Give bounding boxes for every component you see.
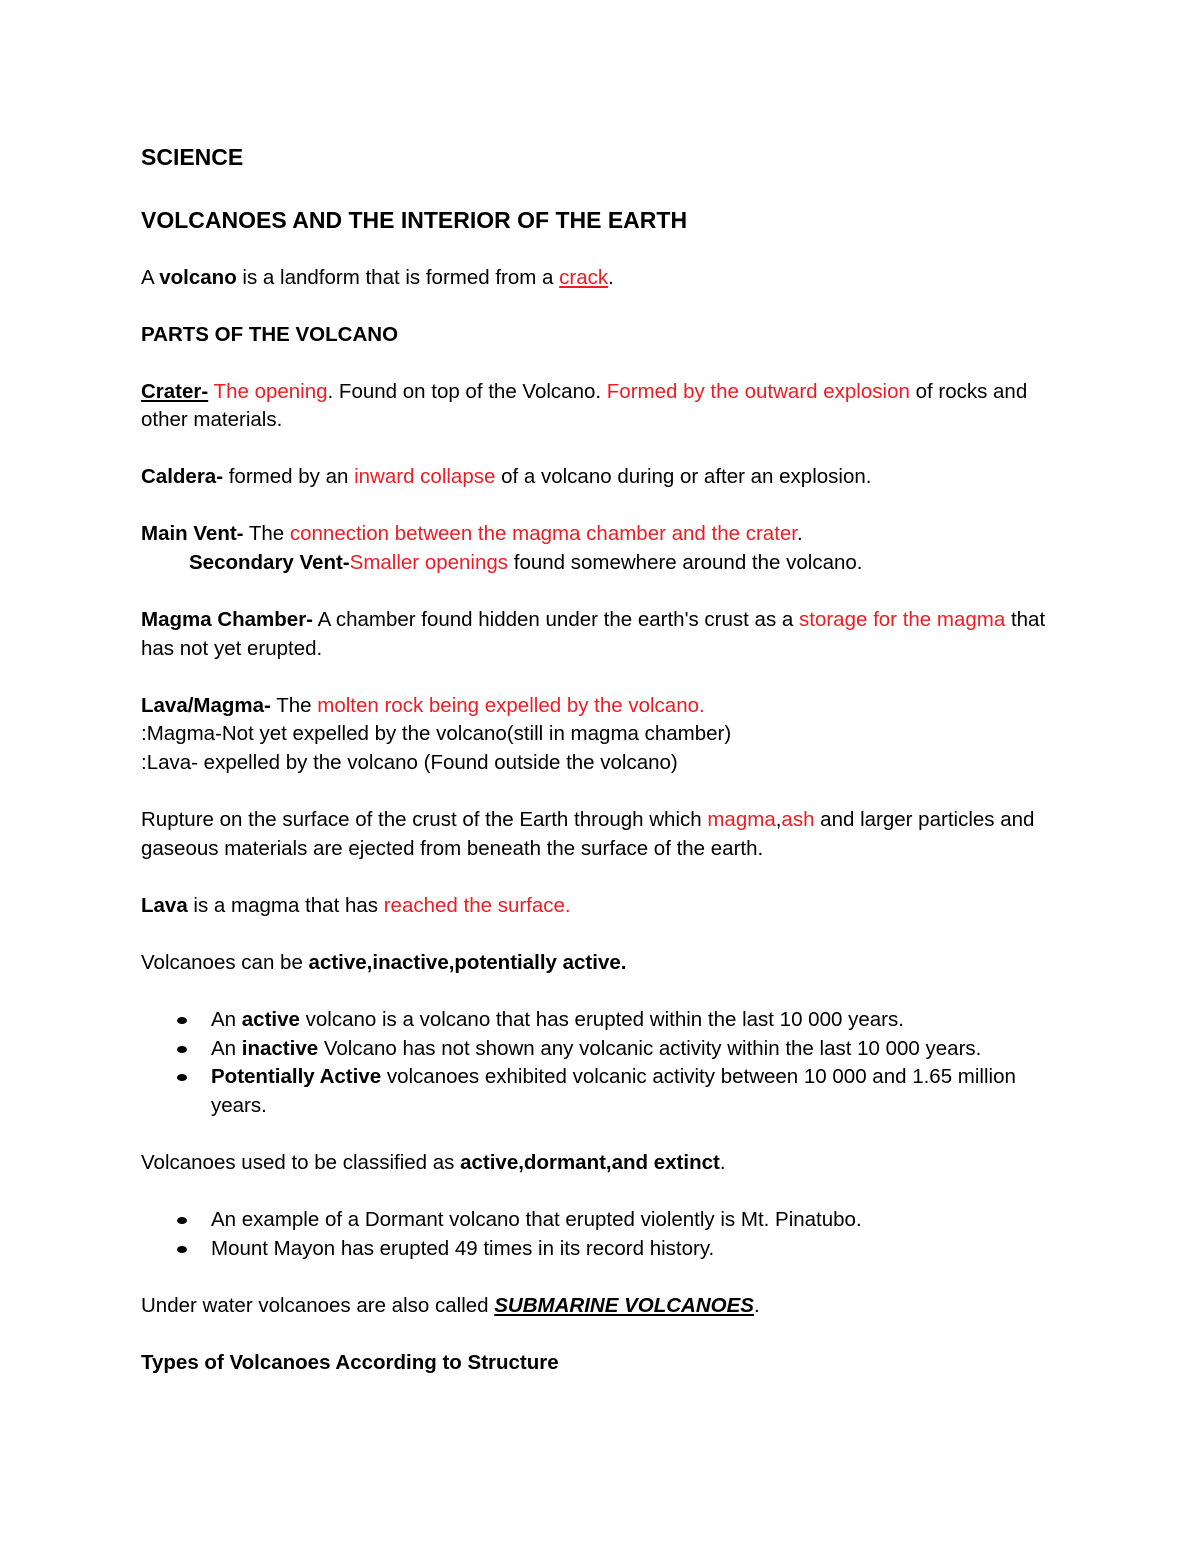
lava-definition: Lava is a magma that has reached the surface. — [141, 893, 571, 917]
term-caldera: Caldera- — [141, 465, 224, 489]
term-lava: Lava — [141, 893, 188, 917]
lava-note: :Lava- expelled by the volcano (Found outside the volcano) — [141, 751, 678, 775]
volcano-definition: A volcano is a landform that is formed from a crack. — [141, 265, 614, 289]
lava-magma-definition: Lava/Magma- The molten rock being expelled by the volcano. — [141, 693, 705, 717]
list-item: An inactive Volcano has not shown any volcanic activity within the last 10 000 years. — [141, 1035, 1060, 1064]
states-list — [141, 1006, 1060, 1120]
term-lava-magma: Lava/Magma- — [141, 693, 271, 717]
term-volcano: volcano — [159, 265, 237, 289]
main-vent-definition: Main Vent- The connection between the magma chamber and the crater. — [141, 522, 803, 546]
list-item: An active volcano is a volcano that has erupted within the last 10 000 years. — [141, 1006, 1060, 1035]
submarine-paragraph: Under water volcanoes are also called SUBMARINE VOLCANOES. — [141, 1293, 760, 1317]
term-main-vent: Main Vent- — [141, 522, 244, 546]
secondary-vent-definition: Secondary Vent-Smaller openings found somewhere around the volcano. — [189, 551, 863, 575]
examples-list — [141, 1206, 1060, 1263]
subject-heading: SCIENCE — [141, 144, 244, 170]
list-item: Mount Mayon has erupted 49 times in its record history. — [141, 1235, 1060, 1264]
magma-note: :Magma-Not yet expelled by the volcano(still in magma chamber) — [141, 722, 732, 746]
caldera-definition: Caldera- formed by an inward collapse of a volcano during or after an explosion. — [141, 465, 872, 489]
keyword-crack: crack — [559, 265, 609, 289]
term-secondary-vent: Secondary Vent- — [189, 551, 350, 575]
term-submarine-volcanoes: SUBMARINE VOLCANOES — [494, 1293, 754, 1317]
volcano-states: Volcanoes can be active,inactive,potentially active. — [141, 950, 627, 974]
document-title: VOLCANOES AND THE INTERIOR OF THE EARTH — [141, 207, 688, 233]
term-crater: Crater- — [141, 379, 209, 403]
term-magma-chamber: Magma Chamber- — [141, 608, 314, 632]
rupture-paragraph: Rupture on the surface of the crust of the Earth through which magma,ash and larger particles and gaseous materials are ejected from beneath the surface of the earth. — [141, 808, 1035, 860]
crater-definition: Crater- The opening. Found on top of the Volcano. Formed by the outward explosion of rocks and other materials. — [141, 379, 1028, 432]
list-item: Potentially Active volcanoes exhibited volcanic activity between 10 000 and 1.65 million years. — [141, 1063, 1060, 1120]
magma-chamber-definition: Magma Chamber- A chamber found hidden under the earth's crust as a storage for the magma that has not yet erupted. — [141, 608, 1046, 660]
classification-paragraph: Volcanoes used to be classified as active,dormant,and extinct. — [141, 1150, 726, 1174]
parts-heading: PARTS OF THE VOLCANO — [141, 322, 399, 346]
list-item: An example of a Dormant volcano that erupted violently is Mt. Pinatubo. — [141, 1206, 1060, 1235]
types-heading: Types of Volcanoes According to Structure — [141, 1350, 559, 1374]
